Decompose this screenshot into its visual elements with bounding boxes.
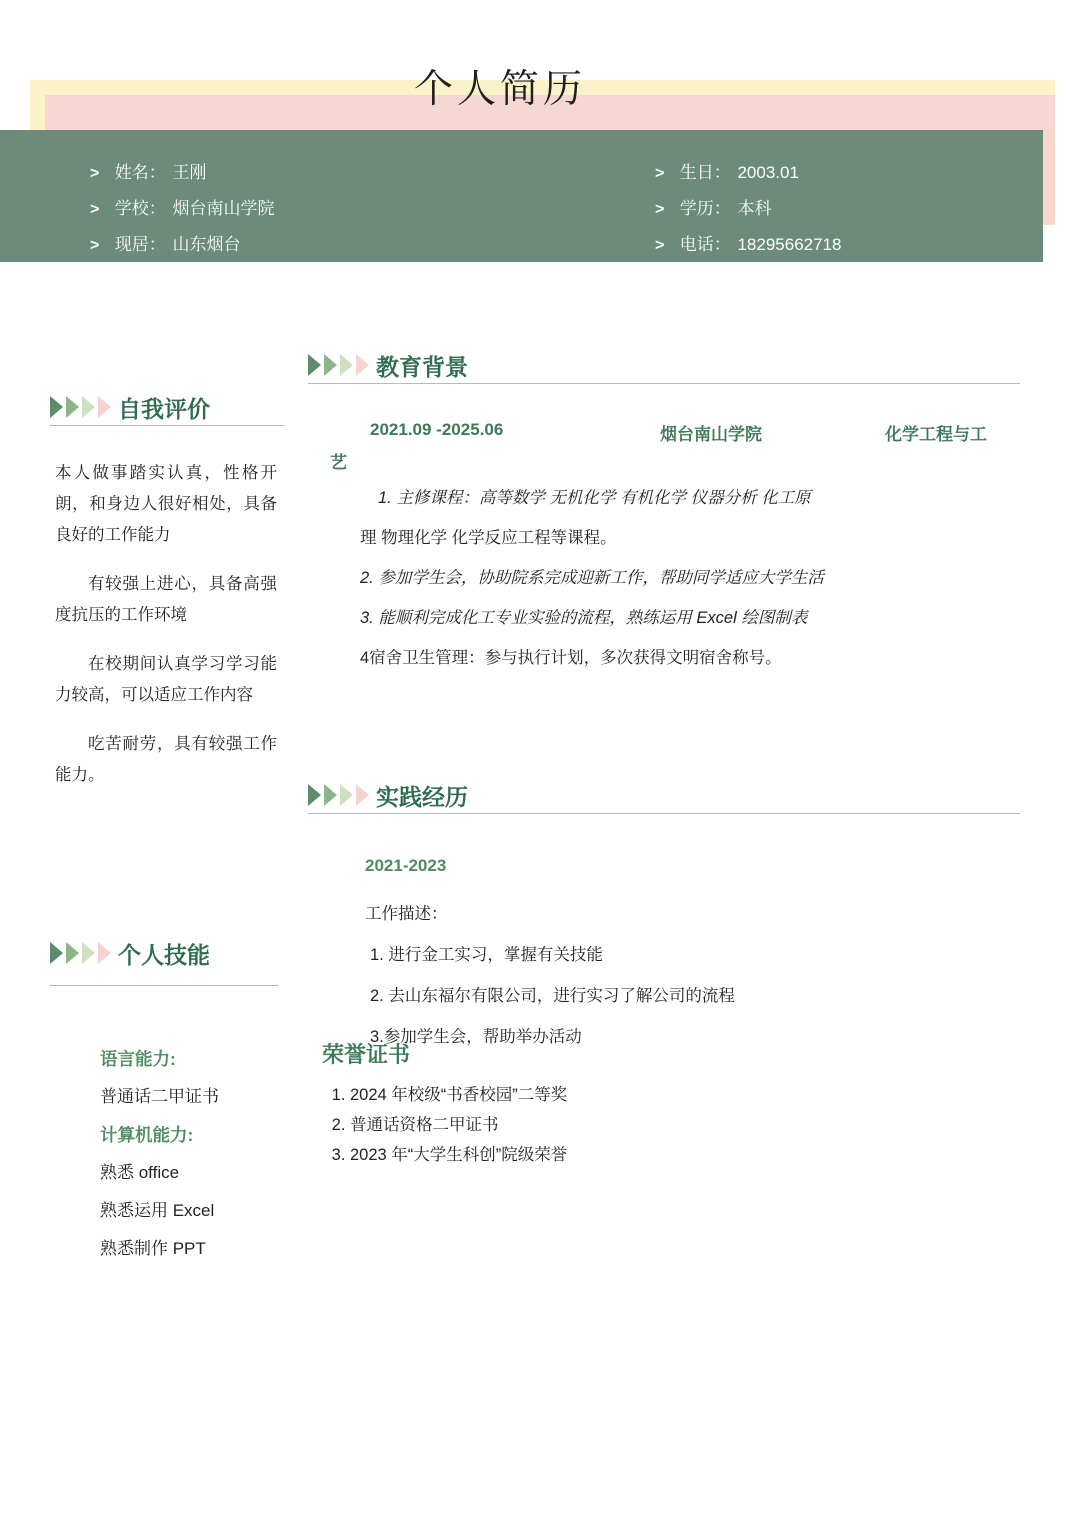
section-title-self-evaluation: 自我评价 (118, 396, 210, 423)
section-title-skills: 个人技能 (118, 942, 210, 969)
honor-item: 2. 普通话资格二甲证书 (350, 1110, 1010, 1140)
practice-item: 1. 进行金工实习，掌握有关技能 (370, 946, 603, 964)
triangle-icon (340, 784, 353, 806)
triangle-icon (66, 396, 79, 418)
info-row-degree (655, 191, 841, 227)
header-info-left (90, 155, 274, 263)
education-detail-line: 4宿舍卫生管理：参与执行计划，多次获得文明宿舍称号。 (360, 649, 782, 667)
honors-list (322, 1080, 1010, 1170)
triangle-icon (66, 942, 79, 964)
chevron-right-icon: > (90, 165, 100, 182)
chevron-right-icon: > (90, 237, 100, 254)
self-evaluation-paragraph: 本人做事踏实认真，性格开朗，和身边人很好相处，具备良好的工作能力 (55, 464, 277, 544)
arrow-cluster-icon (50, 396, 114, 418)
education-school: 烟台南山学院 (660, 425, 762, 444)
education-details (360, 478, 1020, 678)
self-evaluation-paragraph: 有较强上进心，具备高强度抗压的工作环境 (55, 575, 277, 624)
section-heading-self-evaluation (50, 392, 210, 422)
resume-header (0, 0, 1079, 270)
triangle-icon (98, 396, 111, 418)
skills-list (100, 1040, 300, 1268)
info-row-birthday (655, 155, 841, 191)
info-row-school (90, 191, 274, 227)
practice-entry (365, 845, 1025, 1058)
education-detail-line: 理 物理化学 化学反应工程等课程。 (360, 529, 617, 547)
triangle-icon (324, 784, 337, 806)
arrow-cluster-icon (308, 784, 372, 806)
skill-item: 熟悉运用 Excel (100, 1201, 215, 1220)
info-label-phone: 电话： (679, 235, 731, 254)
practice-item: 3.参加学生会，帮助举办活动 (370, 1028, 582, 1046)
chevron-right-icon: > (655, 165, 665, 182)
info-label-name: 姓名： (114, 163, 166, 182)
section-title-practice: 实践经历 (376, 784, 468, 811)
skill-item: 熟悉 office (100, 1163, 180, 1182)
section-title-education: 教育背景 (376, 354, 468, 381)
arrow-cluster-icon (50, 942, 114, 964)
triangle-icon (356, 354, 369, 376)
self-evaluation-paragraph: 吃苦耐劳，具有较强工作能力。 (55, 735, 277, 784)
chevron-right-icon: > (90, 201, 100, 218)
info-row-residence (90, 227, 274, 263)
info-value-school: 烟台南山学院 (172, 199, 275, 218)
info-label-school: 学校： (114, 199, 166, 218)
page-title: 个人简历 (413, 67, 586, 112)
info-row-name (90, 155, 274, 191)
triangle-icon (308, 354, 321, 376)
info-value-residence: 山东烟台 (172, 235, 241, 254)
triangle-icon (82, 942, 95, 964)
info-label-birthday: 生日： (679, 163, 731, 182)
skill-category-computer: 计算机能力: (100, 1125, 194, 1145)
practice-lead: 工作描述： (365, 905, 448, 923)
self-evaluation-paragraph: 在校期间认真学习学习能力较高，可以适应工作内容 (55, 655, 277, 704)
triangle-icon (82, 396, 95, 418)
info-label-degree: 学历： (679, 199, 731, 218)
education-detail-line: 2. 参加学生会，协助院系完成迎新工作，帮助同学适应大学生活 (360, 569, 824, 587)
triangle-icon (308, 784, 321, 806)
self-evaluation-text (55, 458, 277, 809)
education-entry (330, 420, 1020, 478)
triangle-icon (50, 396, 63, 418)
divider-self-evaluation (50, 425, 285, 426)
honor-item: 1. 2024 年校级“书香校园”二等奖 (350, 1080, 1010, 1110)
chevron-right-icon: > (655, 201, 665, 218)
triangle-icon (340, 354, 353, 376)
triangle-icon (98, 942, 111, 964)
section-heading-skills (50, 938, 210, 968)
divider-skills (50, 985, 278, 986)
section-heading-education (308, 350, 468, 380)
section-heading-practice (308, 780, 468, 810)
header-info-right (655, 155, 841, 263)
honor-item: 3. 2023 年“大学生科创”院级荣誉 (350, 1140, 1010, 1170)
practice-item: 2. 去山东福尔有限公司，进行实习了解公司的流程 (370, 987, 735, 1005)
info-value-phone: 18295662718 (737, 235, 842, 254)
divider-education (308, 383, 1020, 384)
triangle-icon (50, 942, 63, 964)
triangle-icon (324, 354, 337, 376)
skill-item: 普通话二甲证书 (100, 1087, 219, 1106)
info-label-residence: 现居： (114, 235, 166, 254)
arrow-cluster-icon (308, 354, 372, 376)
practice-date: 2021-2023 (365, 856, 447, 875)
info-value-birthday: 2003.01 (737, 163, 799, 182)
education-major-cont: 艺 (330, 453, 347, 472)
divider-practice (308, 813, 1020, 814)
education-detail-line: 3. 能顺利完成化工专业实验的流程，熟练运用 Excel 绘图制表 (360, 609, 808, 627)
info-row-phone (655, 227, 841, 263)
triangle-icon (356, 784, 369, 806)
section-title-honors: 荣誉证书 (322, 1043, 411, 1068)
skill-category-language: 语言能力: (100, 1049, 176, 1069)
education-detail-line: 1. 主修课程：高等数学 无机化学 有机化学 仪器分析 化工原 (378, 489, 811, 507)
education-header-row (330, 420, 1020, 478)
skill-item: 熟悉制作 PPT (100, 1239, 206, 1258)
info-value-degree: 本科 (737, 199, 772, 218)
chevron-right-icon: > (655, 237, 665, 254)
info-value-name: 王刚 (172, 163, 207, 182)
education-major: 化学工程与工 (885, 425, 987, 444)
education-date: 2021.09 -2025.06 (370, 420, 504, 439)
